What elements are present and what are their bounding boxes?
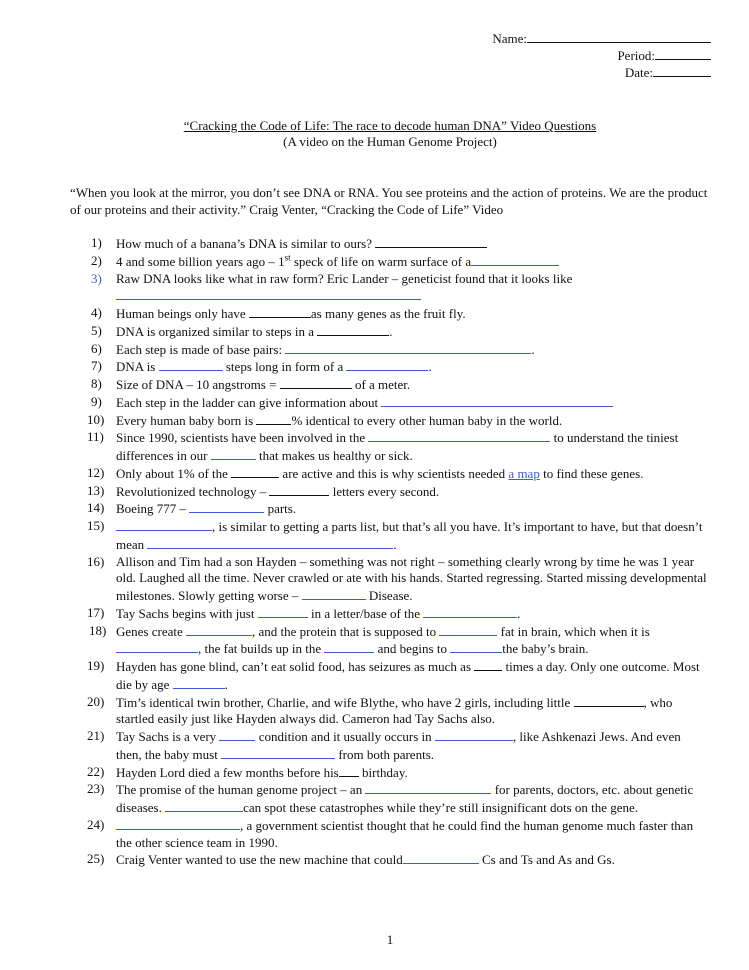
question-text: Only about 1% of the	[116, 465, 232, 481]
question-text: .	[389, 323, 393, 339]
question-text: How much of a banana’s DNA is similar to ours?	[116, 236, 372, 251]
question-20	[87, 693, 709, 729]
question-text: , like Ashkenazi Jews. And even then, the baby must	[116, 729, 681, 762]
answer-blank[interactable]	[280, 376, 352, 389]
question-text: and begins to	[374, 641, 451, 657]
question-23	[87, 781, 709, 817]
question-text: Disease.	[365, 588, 413, 603]
question-text: Size of DNA – 10 angstroms =	[116, 377, 280, 392]
answer-blank[interactable]	[258, 605, 308, 618]
question-text: % identical to every other human baby in the world.	[291, 412, 563, 428]
question-text: birthday.	[358, 764, 408, 780]
question-text: can spot these catastrophes while they’re still insignificant dots on the gene.	[243, 800, 639, 815]
answer-blank[interactable]	[381, 394, 613, 407]
title-line-1: “Cracking the Code of Life: The race to decode human DNA” Video Questions	[183, 118, 597, 133]
question-number: 9)	[91, 393, 102, 409]
answer-blank[interactable]	[219, 728, 255, 741]
question-text: Tay Sachs is a very	[116, 729, 220, 744]
question-number: 7)	[91, 358, 102, 374]
date-line	[492, 64, 711, 81]
worksheet-title	[0, 118, 749, 150]
question-number: 6)	[91, 340, 102, 356]
answer-blank[interactable]	[285, 341, 531, 354]
name-line	[492, 30, 711, 47]
question-text: Each step is made of base pairs:	[116, 341, 286, 357]
answer-blank[interactable]	[221, 746, 335, 759]
question-text: the baby’s brain.	[502, 641, 589, 657]
question-text: to understand the tiniest differences in our	[116, 430, 679, 463]
question-number: 18)	[89, 622, 107, 638]
question-text: , the fat builds up in the	[198, 641, 325, 657]
question-text: , and the protein that is supposed to	[252, 623, 440, 639]
intro-quote: “When you look at the mirror, you don’t see DNA or RNA. You see proteins and the action of proteins. We are the product of our proteins and their activity.” Craig Venter, “Cracking the Code of Life” Video	[70, 185, 708, 217]
question-4	[91, 305, 709, 323]
question-text: .	[393, 536, 397, 552]
question-text: , a government scientist thought that he could find the human genome much faster than the other science team in 1990.	[116, 817, 694, 850]
question-19	[87, 658, 709, 694]
answer-blank[interactable]	[116, 640, 198, 653]
question-text: that makes us healthy or sick.	[255, 448, 413, 463]
question-number: 12)	[87, 464, 105, 480]
question-5	[91, 323, 709, 341]
answer-blank[interactable]	[439, 623, 497, 636]
question-text: steps long in form of a	[222, 359, 347, 375]
question-text: 4 and some billion years ago – 1	[116, 253, 285, 269]
question-text: for parents, doctors, etc. about genetic diseases.	[116, 782, 694, 815]
question-3	[91, 271, 709, 306]
name-label: Name:	[492, 31, 527, 46]
answer-blank[interactable]	[147, 536, 393, 549]
question-text: Tim’s identical twin brother, Charlie, and wife Blythe, who have 2 girls, including little	[116, 694, 574, 710]
question-text: .	[428, 359, 432, 375]
question-text: Tay Sachs begins with just	[116, 605, 258, 621]
answer-blank[interactable]	[211, 447, 256, 460]
answer-blank[interactable]	[574, 694, 644, 707]
question-number: 8)	[91, 376, 102, 391]
question-number: 2)	[91, 252, 102, 268]
question-text: , is similar to getting a parts list, but that’s all you have. It’s important to have, but that doesn’t mean	[116, 519, 703, 552]
question-text: Hayden has gone blind, can’t eat solid food, has seizures as much as	[116, 659, 475, 674]
question-text: fat in brain, which when it is	[497, 623, 650, 639]
answer-blank[interactable]	[365, 781, 491, 794]
question-24	[87, 816, 709, 852]
question-number: 14)	[87, 500, 105, 516]
question-text: of a meter.	[351, 377, 411, 392]
answer-blank[interactable]	[116, 518, 212, 531]
answer-blank[interactable]	[165, 799, 243, 812]
answer-blank[interactable]	[435, 728, 513, 741]
answer-blank[interactable]	[159, 358, 223, 371]
answer-blank[interactable]	[302, 587, 366, 600]
question-text: Craig Venter wanted to use the new machine that could	[116, 852, 403, 868]
question-text: Revolutionized technology –	[116, 483, 270, 499]
question-number: 23)	[87, 781, 105, 797]
question-12	[87, 464, 709, 483]
question-18	[91, 623, 709, 659]
period-line	[492, 47, 711, 64]
question-11	[87, 429, 709, 465]
question-number: 13)	[87, 482, 105, 498]
question-number: 3)	[91, 270, 102, 286]
question-15	[87, 518, 709, 554]
question-number: 10)	[87, 411, 105, 427]
question-6	[91, 341, 709, 359]
answer-blank[interactable]	[346, 358, 428, 371]
question-number: 5)	[91, 322, 102, 338]
question-text: .	[224, 676, 228, 692]
question-number: 4)	[91, 305, 102, 320]
answer-blank[interactable]	[368, 429, 550, 442]
answer-blank[interactable]	[249, 305, 311, 318]
answer-blank[interactable]	[324, 640, 374, 653]
a-map-link[interactable]: a map	[508, 465, 540, 481]
question-8	[91, 376, 709, 394]
question-text: Boeing 777 –	[116, 501, 190, 517]
question-text: as many genes as the fruit fly.	[310, 306, 466, 321]
question-text: are active and this is why scientists needed	[279, 465, 509, 481]
period-field[interactable]	[655, 47, 711, 60]
question-number: 15)	[87, 518, 105, 533]
page-number: 1	[386, 932, 394, 947]
answer-blank[interactable]	[186, 623, 252, 636]
title-line-2: (A video on the Human Genome Project)	[283, 134, 497, 149]
period-label: Period:	[617, 48, 655, 63]
question-text: , who startled easily just like Hayden always did. Cameron had Tay Sachs also.	[116, 694, 673, 727]
question-2	[91, 253, 709, 271]
question-number: 16)	[87, 553, 105, 569]
question-16	[87, 553, 709, 605]
question-7	[91, 358, 709, 376]
question-text: Cs and Ts and As and Gs.	[478, 852, 615, 868]
question-text: parts.	[264, 501, 297, 517]
question-text: DNA is organized similar to steps in a	[116, 323, 318, 339]
question-text: Genes create	[116, 623, 187, 639]
answer-blank[interactable]	[375, 235, 487, 248]
question-text: .	[531, 341, 535, 357]
answer-blank[interactable]	[471, 253, 559, 266]
question-text: Human beings only have	[116, 306, 249, 321]
answer-blank[interactable]	[474, 658, 502, 671]
question-text: Every human baby born is	[116, 412, 257, 428]
answer-blank[interactable]	[423, 605, 517, 618]
question-text: Hayden Lord died a few months before his	[116, 764, 339, 780]
question-text: DNA is	[116, 359, 159, 375]
question-1	[91, 235, 709, 253]
question-text: from both parents.	[335, 746, 434, 762]
question-number: 21)	[87, 728, 105, 743]
question-number: 24)	[87, 816, 105, 832]
question-13	[87, 482, 709, 501]
question-text: times a day. Only one outcome. Most die by age	[116, 659, 700, 692]
question-text: Raw DNA looks like what in raw form? Eric Lander – geneticist found that it looks like	[116, 270, 573, 286]
answer-blank[interactable]	[231, 465, 279, 478]
question-text: letters every second.	[329, 483, 440, 499]
question-text: to find these genes.	[539, 465, 644, 481]
answer-blank[interactable]	[403, 851, 479, 864]
question-text: Allison and Tim had a son Hayden – something was not right – something clearly wrong by time he was 1 year old. Laughed all the time. Never crawled or ate with his hands. Started regressing. Started missing developmental milestones. Slowly getting worse –	[116, 553, 707, 603]
question-text: The promise of the human genome project – an	[116, 782, 366, 798]
question-number: 25)	[87, 851, 105, 867]
question-10	[87, 411, 709, 430]
answer-blank[interactable]	[450, 640, 502, 653]
question-text: speck of life on warm surface of a	[290, 253, 472, 269]
answer-blank[interactable]	[173, 676, 225, 689]
student-info-header	[492, 30, 711, 81]
question-text: .	[517, 605, 521, 621]
question-17	[87, 604, 709, 623]
question-text: Since 1990, scientists have been involved in the	[116, 430, 369, 446]
question-25	[87, 851, 709, 869]
question-text: condition and it usually occurs in	[255, 729, 435, 744]
question-number: 19)	[87, 658, 105, 673]
answer-blank[interactable]	[317, 323, 389, 336]
answer-blank[interactable]	[116, 817, 240, 830]
answer-blank[interactable]	[339, 764, 359, 777]
question-text: in a letter/base of the	[307, 605, 424, 621]
answer-blank[interactable]	[189, 500, 264, 513]
question-text: Each step in the ladder can give information about	[116, 394, 382, 410]
question-number: 20)	[87, 693, 105, 709]
question-21	[87, 728, 709, 764]
answer-blank[interactable]	[116, 287, 421, 300]
question-14	[87, 500, 709, 518]
name-field[interactable]	[527, 30, 711, 43]
question-number: 1)	[91, 235, 102, 250]
superscript: st	[284, 252, 291, 263]
date-field[interactable]	[653, 64, 711, 77]
question-number: 11)	[87, 429, 104, 445]
question-number: 17)	[87, 604, 105, 620]
question-list	[87, 235, 709, 869]
question-number: 22)	[87, 763, 105, 779]
answer-blank[interactable]	[256, 412, 291, 425]
question-9	[91, 394, 709, 412]
question-22	[87, 763, 709, 782]
date-label: Date:	[624, 65, 653, 80]
answer-blank[interactable]	[269, 483, 329, 496]
